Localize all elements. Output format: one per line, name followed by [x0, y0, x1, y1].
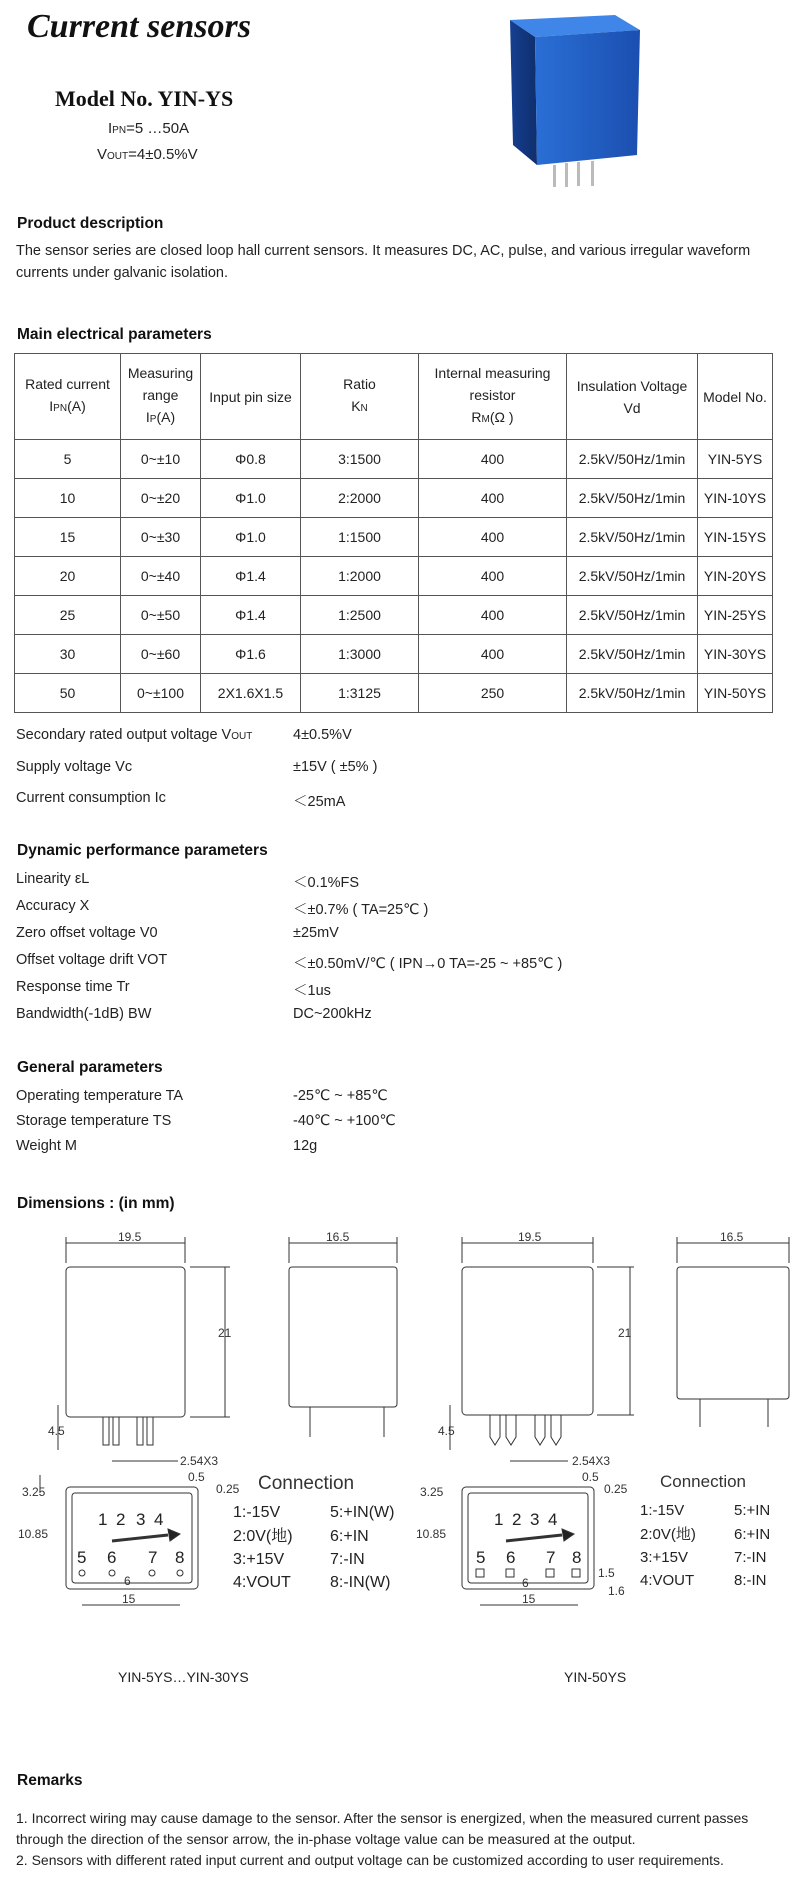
pin-1-right: 1	[494, 1510, 504, 1529]
header-rated-current: Rated current IPN(A)	[15, 354, 121, 440]
current-consumption-value: ＜25mA	[293, 794, 346, 810]
table-cell: Φ0.8	[201, 440, 301, 479]
table-cell: Φ1.4	[201, 596, 301, 635]
general-heading: General parameters	[17, 1059, 163, 1076]
model-number: Model No. YIN-YS	[55, 86, 234, 111]
table-header-row	[15, 354, 773, 440]
header-internal-resistor: Internal measuring resistor RM(Ω )	[419, 354, 567, 440]
supply-voltage-label: Supply voltage Vc	[16, 759, 133, 775]
dim-gap1-right: 0.5	[582, 1470, 599, 1484]
table-cell: 2.5kV/50Hz/1min	[567, 479, 698, 518]
pin-2-left: 2	[116, 1510, 126, 1529]
dim-gap1-left: 0.5	[188, 1470, 205, 1484]
conn-right-6: 6:+IN	[734, 1526, 771, 1543]
remark-2: 2. Sensors with different rated input current and output voltage can be customized according to user requirements.	[16, 1852, 724, 1868]
table-cell: 15	[15, 518, 121, 557]
header-input-pin-size: Input pin size	[201, 354, 301, 440]
linearity-label: Linearity εL	[16, 871, 90, 887]
table-cell: 1:3000	[301, 635, 419, 674]
conn-left-5: 5:+IN(W)	[330, 1504, 395, 1521]
offset-drift-label: Offset voltage drift VOT	[16, 952, 168, 968]
zero-offset-value: ±25mV	[293, 925, 339, 941]
table-row	[15, 440, 773, 479]
bottom-view-right	[416, 1454, 628, 1606]
conn-left-8: 8:-IN(W)	[330, 1574, 391, 1591]
table-row	[15, 479, 773, 518]
remark-1: 1. Incorrect wiring may cause damage to the sensor. After the sensor is energized, when the measured current passes through the direction of the sensor arrow, the in-phase voltage value can be measured at the output.	[16, 1810, 749, 1847]
conn-right-2: 2:0V(地)	[640, 1526, 696, 1543]
pin-8-right: 8	[572, 1548, 582, 1567]
table-cell: 2.5kV/50Hz/1min	[567, 635, 698, 674]
table-cell: 0~±60	[121, 635, 201, 674]
conn-left-3: 3:+15V	[233, 1551, 285, 1568]
dynamic-heading: Dynamic performance parameters	[17, 842, 268, 859]
table-cell: YIN-15YS	[698, 518, 773, 557]
dimensions-heading: Dimensions : (in mm)	[17, 1195, 175, 1212]
table-cell: YIN-10YS	[698, 479, 773, 518]
pin-7-left: 7	[148, 1548, 158, 1567]
connection-table-left	[233, 1473, 394, 1591]
conn-left-2: 2:0V(地)	[233, 1528, 293, 1545]
conn-right-1: 1:-15V	[640, 1502, 685, 1519]
table-cell: 400	[419, 479, 567, 518]
table-cell: 1:3125	[301, 674, 419, 713]
dim-width-left: 19.5	[118, 1230, 142, 1244]
header-insulation-voltage: Insulation Voltage Vd	[567, 354, 698, 440]
table-cell: YIN-5YS	[698, 440, 773, 479]
table-cell: 25	[15, 596, 121, 635]
connection-table-right	[640, 1472, 770, 1589]
header-ratio: Ratio KN	[301, 354, 419, 440]
front-view-left	[48, 1230, 232, 1450]
table-cell: 400	[419, 635, 567, 674]
weight-value: 12g	[293, 1138, 318, 1154]
pin-7-right: 7	[546, 1548, 556, 1567]
current-arrow-left	[112, 1535, 168, 1541]
conn-right-3: 3:+15V	[640, 1549, 688, 1566]
table-row	[15, 518, 773, 557]
table-cell: YIN-30YS	[698, 635, 773, 674]
table-cell: Φ1.0	[201, 518, 301, 557]
table-cell: 2.5kV/50Hz/1min	[567, 674, 698, 713]
connection-title-left: Connection	[258, 1473, 355, 1494]
table-cell: 2.5kV/50Hz/1min	[567, 518, 698, 557]
product-image	[495, 5, 655, 195]
remarks-heading: Remarks	[17, 1772, 83, 1789]
dim-spacing-left: 10.85	[18, 1527, 49, 1541]
dim-gap2-left: 0.25	[216, 1482, 240, 1496]
table-cell: Φ1.0	[201, 479, 301, 518]
table-cell: 2.5kV/50Hz/1min	[567, 440, 698, 479]
current-consumption-label: Current consumption Ic	[16, 790, 166, 806]
table-cell: 10	[15, 479, 121, 518]
electrical-parameters-table	[14, 353, 773, 713]
pin-3-left: 3	[136, 1510, 146, 1529]
zero-offset-label: Zero offset voltage V0	[16, 925, 158, 941]
bandwidth-value: DC~200kHz	[293, 1006, 372, 1022]
conn-right-8: 8:-IN	[734, 1572, 767, 1589]
pin-8-left: 8	[175, 1548, 185, 1567]
table-row	[15, 674, 773, 713]
conn-left-4: 4:VOUT	[233, 1574, 291, 1591]
table-cell: 2X1.6X1.5	[201, 674, 301, 713]
storage-temp-value: -40℃ ~ +100℃	[293, 1113, 396, 1129]
table-cell: YIN-20YS	[698, 557, 773, 596]
accuracy-label: Accuracy X	[16, 898, 90, 914]
pin-2-right: 2	[512, 1510, 522, 1529]
pin-5-left: 5	[77, 1548, 87, 1567]
response-time-value: ＜1us	[293, 983, 331, 999]
dim-six-right: 6	[522, 1576, 529, 1590]
storage-temp-label: Storage temperature TS	[16, 1113, 172, 1129]
table-cell: Φ1.4	[201, 557, 301, 596]
linearity-value: ＜0.1%FS	[293, 875, 360, 891]
table-cell: 0~±30	[121, 518, 201, 557]
table-cell: 0~±10	[121, 440, 201, 479]
table-cell: 1:2000	[301, 557, 419, 596]
dim-pin-right: 4.5	[438, 1424, 455, 1438]
header-model-no: Model No.	[698, 354, 773, 440]
dimension-drawing	[0, 1225, 799, 1655]
dim-pitch-right: 2.54X3	[572, 1454, 611, 1468]
pin-3-right: 3	[530, 1510, 540, 1529]
operating-temp-value: -25℃ ~ +85℃	[293, 1088, 388, 1104]
output-voltage-spec: VOUT=4±0.5%V	[97, 146, 198, 163]
dim-pitch-left: 2.54X3	[180, 1454, 219, 1468]
table-cell: 0~±50	[121, 596, 201, 635]
front-view-right	[438, 1230, 634, 1450]
page-title: Current sensors	[27, 8, 251, 45]
table-cell: 0~±20	[121, 479, 201, 518]
pin-1-left: 1	[98, 1510, 108, 1529]
accuracy-value: ＜±0.7% ( TA=25℃ )	[293, 902, 429, 918]
dim-spacing-right: 10.85	[416, 1527, 447, 1541]
table-cell: 400	[419, 440, 567, 479]
rated-current-spec: IPN=5 …50A	[108, 120, 190, 137]
dim-gap2-right: 0.25	[604, 1482, 628, 1496]
dim-height-right: 21	[618, 1326, 632, 1340]
table-cell: 0~±100	[121, 674, 201, 713]
bandwidth-label: Bandwidth(-1dB) BW	[16, 1006, 152, 1022]
conn-left-1: 1:-15V	[233, 1504, 281, 1521]
caption-left-model: YIN-5YS…YIN-30YS	[118, 1669, 249, 1685]
supply-voltage-value: ±15V ( ±5% )	[293, 759, 378, 775]
table-row	[15, 557, 773, 596]
secondary-output-label: Secondary rated output voltage VOUT	[16, 727, 253, 743]
table-cell: 2:2000	[301, 479, 419, 518]
dim-1-6-right: 1.6	[608, 1584, 625, 1598]
table-cell: 30	[15, 635, 121, 674]
side-view-left	[289, 1230, 397, 1437]
table-cell: 2.5kV/50Hz/1min	[567, 596, 698, 635]
conn-right-4: 4:VOUT	[640, 1572, 695, 1589]
table-cell: 5	[15, 440, 121, 479]
connection-title-right: Connection	[660, 1472, 747, 1491]
side-view-right	[677, 1230, 789, 1427]
table-cell: 400	[419, 557, 567, 596]
table-row	[15, 596, 773, 635]
table-cell: 1:1500	[301, 518, 419, 557]
conn-left-7: 7:-IN	[330, 1551, 365, 1568]
dim-fifteen-left: 15	[122, 1592, 136, 1606]
dim-pin-left: 4.5	[48, 1424, 65, 1438]
table-row	[15, 635, 773, 674]
header-measuring-range: Measuring range IP(A)	[121, 354, 201, 440]
bottom-view-left	[18, 1454, 240, 1606]
table-cell: YIN-25YS	[698, 596, 773, 635]
operating-temp-label: Operating temperature TA	[16, 1088, 184, 1104]
table-cell: 250	[419, 674, 567, 713]
dim-offset-left: 3.25	[22, 1485, 46, 1499]
table-cell: Φ1.6	[201, 635, 301, 674]
pin-6-right: 6	[506, 1548, 516, 1567]
table-cell: 400	[419, 518, 567, 557]
current-arrow-right	[506, 1535, 562, 1541]
table-cell: 2.5kV/50Hz/1min	[567, 557, 698, 596]
weight-label: Weight M	[16, 1138, 77, 1154]
dim-six-left: 6	[124, 1574, 131, 1588]
caption-right-model: YIN-50YS	[564, 1669, 627, 1685]
product-description-text: The sensor series are closed loop hall current sensors. It measures DC, AC, pulse, and various irregular waveform currents under galvanic isolation.	[16, 243, 751, 281]
dim-fifteen-right: 15	[522, 1592, 536, 1606]
table-cell: 3:1500	[301, 440, 419, 479]
product-description-heading: Product description	[17, 215, 164, 232]
dim-width-right: 19.5	[518, 1230, 542, 1244]
response-time-label: Response time Tr	[16, 979, 130, 995]
conn-right-7: 7:-IN	[734, 1549, 767, 1566]
table-cell: 50	[15, 674, 121, 713]
dim-depth-right: 16.5	[720, 1230, 744, 1244]
conn-right-5: 5:+IN	[734, 1502, 771, 1519]
table-cell: 1:2500	[301, 596, 419, 635]
dim-offset-right: 3.25	[420, 1485, 444, 1499]
table-cell: 400	[419, 596, 567, 635]
dim-height-left: 21	[218, 1326, 232, 1340]
pin-5-right: 5	[476, 1548, 486, 1567]
secondary-output-value: 4±0.5%V	[293, 727, 352, 743]
conn-left-6: 6:+IN	[330, 1528, 369, 1545]
dim-1-5-right: 1.5	[598, 1566, 615, 1580]
table-cell: 0~±40	[121, 557, 201, 596]
pin-4-left: 4	[154, 1510, 164, 1529]
table-cell: 20	[15, 557, 121, 596]
pin-6-left: 6	[107, 1548, 117, 1567]
dim-depth-left: 16.5	[326, 1230, 350, 1244]
pin-4-right: 4	[548, 1510, 558, 1529]
table-cell: YIN-50YS	[698, 674, 773, 713]
offset-drift-value: ＜±0.50mV/℃ ( IPN→0 TA=-25 ~ +85℃ )	[293, 956, 563, 972]
electrical-heading: Main electrical parameters	[17, 326, 212, 343]
